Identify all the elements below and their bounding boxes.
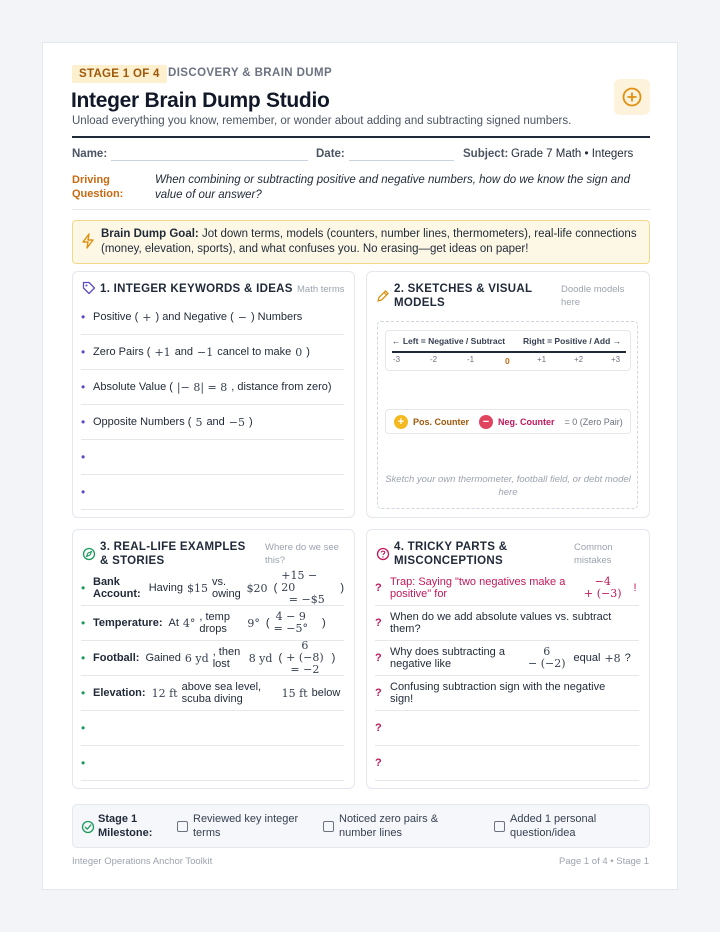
date-label: Date: — [316, 148, 345, 160]
counter-legend — [385, 409, 631, 434]
tick-label: -1 — [467, 355, 475, 364]
item-text: , distance from zero) — [231, 381, 332, 393]
worksheet-page — [42, 42, 678, 890]
blank-line[interactable] — [81, 440, 344, 475]
goal-body: Jot down terms, models (counters, number lines, thermometers), real-life connections (money, elevation, sports), and what confuses you. No erasing—get ideas on paper! — [101, 228, 637, 255]
item-label: Elevation: — [93, 687, 146, 699]
item-text: ) — [249, 416, 253, 428]
paren: ) — [340, 582, 344, 594]
item-text: , then lost — [212, 646, 241, 670]
math-expr: 12 ft — [151, 686, 178, 700]
check-circle-icon — [81, 820, 95, 834]
expr-line: +15 − 20 — [281, 569, 318, 594]
tricky-title: 4. TRICKY PARTS & MISCONCEPTIONS — [394, 541, 508, 567]
bullet: • — [81, 310, 86, 324]
item-label: Temperature: — [93, 617, 163, 629]
number-line-axis — [392, 351, 626, 353]
check-label: Added 1 personal question/idea — [510, 813, 597, 839]
list-item — [81, 606, 344, 641]
tricky-card — [366, 529, 650, 789]
blank-line[interactable] — [81, 746, 344, 781]
reallife-card — [72, 529, 355, 789]
paren: ( — [265, 617, 270, 629]
list-item — [81, 300, 344, 335]
list-item — [81, 405, 344, 440]
blank-line[interactable] — [81, 711, 344, 746]
list-item — [81, 335, 344, 370]
milestone-label: Stage 1 Milestone: — [98, 813, 153, 839]
item-text: When do we add absolute values vs. subtract them? — [390, 611, 612, 635]
checkbox[interactable] — [177, 821, 188, 832]
tick-label: 0 — [505, 356, 510, 366]
math-expr — [528, 646, 566, 670]
expr-line: = −5° — [273, 622, 308, 635]
driving-question-label: Driving Question: — [72, 174, 124, 200]
tag-icon — [82, 281, 96, 295]
reallife-title: 3. REAL-LIFE EXAMPLES & STORIES — [100, 541, 246, 567]
item-text: ) Numbers — [250, 311, 303, 323]
expr-line: 6 — [301, 639, 309, 652]
page-subtitle: Unload everything you know, remember, or wonder about adding and subtracting signed numbers. — [72, 115, 572, 127]
math-expr: 5 — [195, 415, 203, 429]
question-circle-icon — [376, 547, 390, 561]
bullet: • — [81, 380, 86, 394]
subject-value: Grade 7 Math • Integers — [511, 148, 634, 160]
expr-line: = −2 — [290, 663, 320, 676]
math-expr — [274, 611, 308, 635]
neg-counter-label: Neg. Counter — [498, 416, 555, 427]
sketch-hint: Sketch your own thermometer, football field, or debt model here — [385, 474, 631, 498]
stage-badge: STAGE 1 OF 4 — [72, 65, 167, 83]
math-expr: $20 — [246, 581, 268, 595]
item-text: and — [174, 346, 194, 358]
brain-dump-goal — [72, 220, 650, 264]
item-text: above sea level, scuba diving — [181, 681, 262, 705]
question-mark: ? — [375, 617, 382, 629]
list-item — [375, 571, 639, 606]
item-text: below — [311, 687, 341, 699]
math-expr — [281, 570, 332, 606]
item-text: ) — [306, 346, 310, 358]
bullet: • — [81, 345, 86, 359]
list-item — [81, 641, 344, 676]
footer-left: Integer Operations Anchor Toolkit — [72, 856, 213, 867]
plus-circle-icon — [621, 86, 643, 108]
keywords-note: Math terms — [297, 284, 345, 295]
expr-line: − (−2) — [528, 657, 566, 670]
item-text: Trap: Saying "two negatives make a positive" for — [390, 576, 566, 600]
checkbox[interactable] — [494, 821, 505, 832]
sketches-card — [366, 271, 650, 518]
milestone-check[interactable] — [177, 812, 309, 840]
list-item — [375, 641, 639, 676]
math-expr: −1 — [197, 345, 214, 359]
bullet: • — [81, 686, 86, 700]
math-expr: $15 — [186, 581, 208, 595]
question-mark: ? — [375, 652, 382, 664]
list-item — [81, 370, 344, 405]
list-item — [375, 606, 639, 641]
number-line — [385, 330, 631, 371]
negative-counter-icon: − — [479, 415, 493, 429]
driving-question-text: When combining or subtracting positive and negative numbers, how do we know the sign and value of our answer? — [155, 174, 630, 201]
keywords-title: 1. INTEGER KEYWORDS & IDEAS — [100, 283, 293, 295]
keywords-card — [72, 271, 355, 518]
list-item — [81, 676, 344, 711]
footer-right: Page 1 of 4 • Stage 1 — [559, 856, 649, 867]
question-mark: ? — [375, 722, 382, 734]
checkbox[interactable] — [323, 821, 334, 832]
item-text: cancel to make — [217, 346, 292, 358]
item-text: Confusing subtraction sign with the negative sign! — [390, 681, 606, 705]
math-expr — [286, 640, 324, 676]
lightning-icon — [81, 233, 95, 249]
blank-line[interactable] — [81, 475, 344, 510]
positive-counter-icon: + — [394, 415, 408, 429]
item-text: Positive ( — [93, 311, 139, 323]
math-expr: +8 — [604, 651, 621, 665]
goal-label: Brain Dump Goal: — [101, 228, 199, 240]
expr-line: + (−8) — [286, 651, 324, 664]
goal-text — [101, 227, 641, 257]
check-label: Reviewed key integer terms — [193, 813, 299, 839]
item-text: Having — [148, 582, 183, 594]
bullet: • — [81, 721, 86, 735]
math-expr — [584, 576, 622, 600]
tick-label: -3 — [393, 355, 401, 364]
date-field[interactable] — [349, 160, 454, 161]
item-text: ! — [633, 582, 637, 594]
tick-label: -2 — [430, 355, 438, 364]
paren: ) — [331, 652, 336, 664]
expr-line: + (−3) — [584, 587, 622, 600]
math-expr: +1 — [154, 345, 171, 359]
expr-line: 4 − 9 — [275, 610, 306, 623]
blank-line[interactable] — [375, 746, 639, 781]
reallife-note: Where do we see this? — [265, 542, 339, 566]
tick-label: +2 — [574, 355, 584, 364]
tick-label: +1 — [537, 355, 547, 364]
name-label: Name: — [72, 148, 108, 160]
paren: ( — [273, 582, 278, 594]
item-text: and — [206, 416, 225, 428]
number-line-right-label: Right = Positive / Add → — [523, 336, 622, 346]
item-text: At — [168, 617, 179, 629]
tricky-note: Common mistakes — [574, 542, 613, 566]
list-item — [375, 676, 639, 711]
compass-icon — [82, 547, 96, 561]
math-expr: 8 yd — [248, 651, 273, 665]
add-button[interactable] — [614, 79, 650, 115]
item-label: Bank Account: — [93, 576, 141, 600]
math-expr: 9° — [247, 616, 260, 630]
milestone-check[interactable] — [323, 812, 455, 840]
check-label: Noticed zero pairs & number lines — [339, 813, 439, 839]
item-text: Gained — [145, 652, 181, 664]
number-line-left-label: ← Left = Negative / Subtract — [392, 336, 506, 346]
sketches-title: 2. SKETCHES & VISUAL MODELS — [394, 283, 533, 309]
math-expr: 4° — [182, 616, 196, 630]
paren: ( — [278, 652, 283, 664]
question-mark: ? — [375, 757, 382, 769]
item-text: Zero Pairs ( — [93, 346, 151, 358]
math-expr: − — [237, 310, 247, 324]
paren: ) — [322, 617, 326, 629]
bullet: • — [81, 485, 86, 499]
pencil-icon — [376, 289, 390, 303]
bullet: • — [81, 581, 86, 595]
milestone-check[interactable] — [494, 812, 630, 840]
subject-label: Subject: — [463, 148, 509, 160]
list-item — [81, 571, 344, 606]
item-text: equal — [573, 652, 601, 664]
page-title: Integer Brain Dump Studio — [71, 89, 330, 112]
expr-line: −4 — [594, 575, 611, 588]
blank-line[interactable] — [375, 711, 639, 746]
pos-counter-label: Pos. Counter — [413, 416, 470, 427]
item-text: vs. owing — [211, 576, 241, 600]
bullet: • — [81, 415, 86, 429]
header-rule — [72, 136, 650, 138]
math-expr: 6 yd — [184, 651, 209, 665]
item-label: Football: — [93, 652, 140, 664]
sketches-note: Doodle models here — [561, 284, 625, 308]
expr-line: 6 — [543, 645, 551, 658]
item-text: ) and Negative ( — [155, 311, 234, 323]
bullet: • — [81, 450, 86, 464]
question-mark: ? — [375, 582, 382, 594]
item-text: , temp drops — [199, 611, 230, 635]
item-text: ? — [624, 652, 631, 664]
tick-label: +3 — [611, 355, 621, 364]
bullet: • — [81, 616, 86, 630]
item-text: Opposite Numbers ( — [93, 416, 192, 428]
divider — [72, 209, 650, 210]
math-expr: |− 8| = 8 — [176, 380, 228, 394]
question-mark: ? — [375, 687, 382, 699]
zero-pair-label: = 0 (Zero Pair) — [564, 416, 623, 427]
math-expr: −5 — [228, 415, 246, 429]
item-text: Absolute Value ( — [93, 381, 173, 393]
milestone-bar — [72, 804, 650, 848]
math-expr: 0 — [295, 345, 303, 359]
sketch-area[interactable] — [377, 321, 638, 509]
bullet: • — [81, 651, 86, 665]
expr-line: = −$5 — [288, 593, 325, 606]
bullet: • — [81, 756, 86, 770]
stage-kicker: DISCOVERY & BRAIN DUMP — [168, 67, 333, 79]
math-expr: 15 ft — [281, 686, 308, 700]
name-field[interactable] — [111, 160, 308, 161]
item-text: Why does subtracting a negative like — [390, 646, 505, 670]
math-expr: + — [142, 310, 152, 324]
